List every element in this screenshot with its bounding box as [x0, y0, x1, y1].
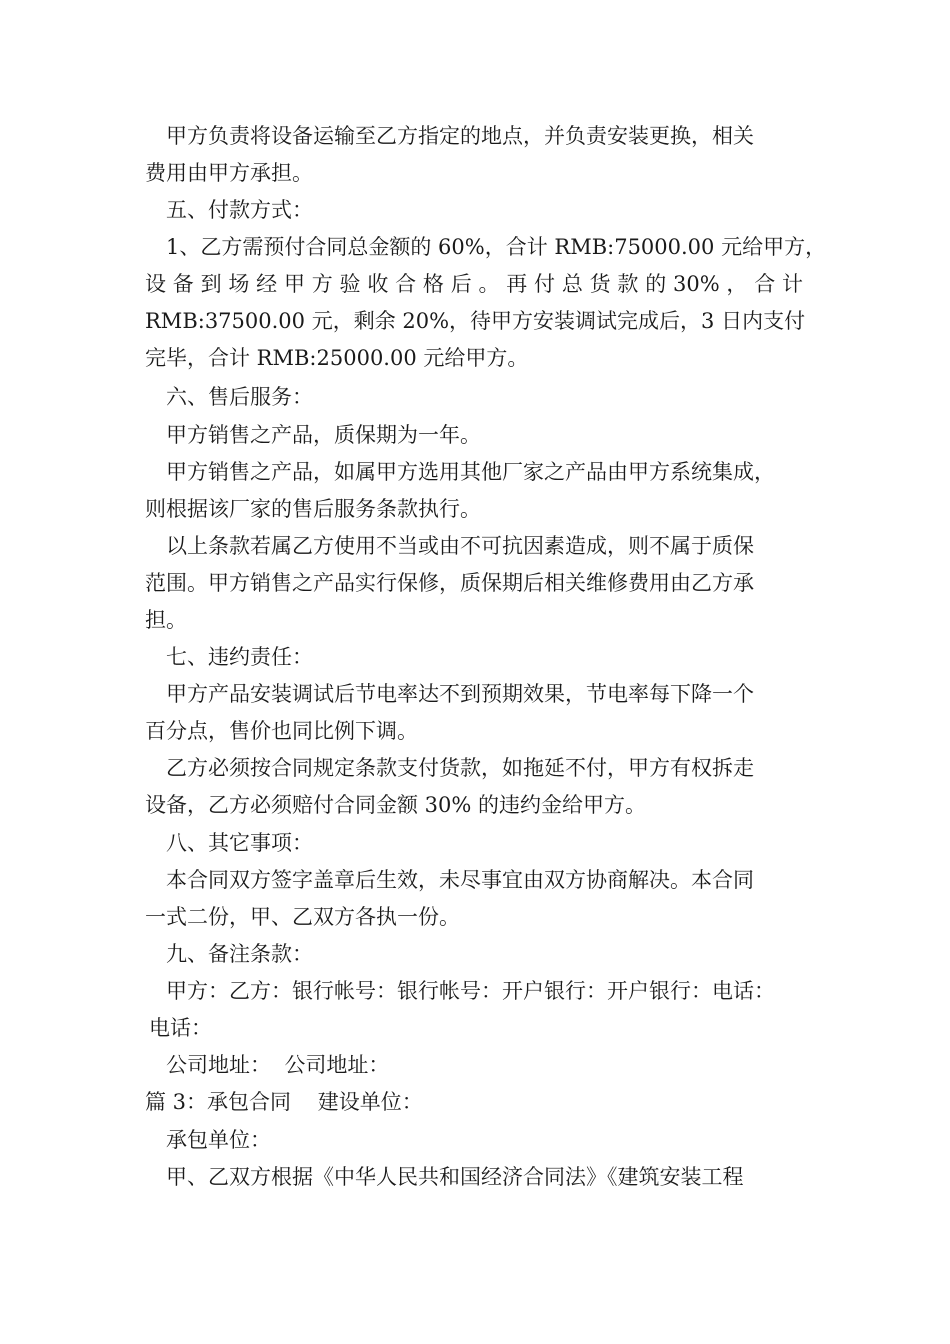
paragraph-line: 甲方：乙方：银行帐号：银行帐号：开户银行：开户银行：电话：: [166, 979, 775, 1003]
section-heading: 六、售后服务：: [166, 385, 313, 409]
paragraph-line: 甲、乙双方根据《中华人民共和国经济合同法》《建筑安装工程: [166, 1165, 744, 1189]
chapter-heading: 篇 3：承包合同 建设单位：: [145, 1090, 423, 1114]
section-heading: 五、付款方式：: [166, 198, 313, 222]
paragraph-line: 百分点，售价也同比例下调。: [145, 719, 418, 743]
paragraph-line: 担。: [145, 608, 187, 632]
paragraph-line: 设备，乙方必须赔付合同金额 30% 的违约金给甲方。: [145, 793, 647, 817]
paragraph-line: 则根据该厂家的售后服务条款执行。: [145, 497, 481, 521]
section-heading: 八、其它事项：: [166, 831, 313, 855]
paragraph-line: 承包单位：: [166, 1128, 271, 1152]
paragraph-line: 以上条款若属乙方使用不当或由不可抗因素造成，则不属于质保: [166, 534, 754, 558]
paragraph-line: RMB:37500.00 元，剩余 20%，待甲方安装调试完成后，3 日内支付: [145, 309, 806, 333]
paragraph-line: 甲方销售之产品，质保期为一年。: [166, 423, 481, 447]
paragraph-line: 甲方销售之产品，如属甲方选用其他厂家之产品由甲方系统集成，: [166, 460, 775, 484]
paragraph-line: 本合同双方签字盖章后生效，未尽事宜由双方协商解决。本合同: [166, 868, 754, 892]
paragraph-line: 一式二份，甲、乙双方各执一份。: [145, 905, 460, 929]
paragraph-line: 公司地址： 公司地址：: [166, 1053, 390, 1077]
paragraph-line: 设 备 到 场 经 甲 方 验 收 合 格 后 。 再 付 总 货 款 的 30% ， 合 计: [145, 272, 803, 296]
paragraph-line: 费用由甲方承担。: [145, 161, 313, 185]
paragraph-line: 范围。甲方销售之产品实行保修，质保期后相关维修费用由乙方承: [145, 571, 754, 595]
paragraph-line: 甲方负责将设备运输至乙方指定的地点，并负责安装更换，相关: [166, 124, 754, 148]
paragraph-line: 1、乙方需预付合同总金额的 60%，合计 RMB:75000.00 元给甲方，: [166, 235, 827, 259]
paragraph-line: 完毕，合计 RMB:25000.00 元给甲方。: [145, 346, 529, 370]
section-heading: 七、违约责任：: [166, 645, 313, 669]
paragraph-line: 乙方必须按合同规定条款支付货款，如拖延不付，甲方有权拆走: [166, 756, 754, 780]
paragraph-line: 甲方产品安装调试后节电率达不到预期效果，节电率每下降一个: [166, 682, 754, 706]
section-heading: 九、备注条款：: [166, 942, 313, 966]
paragraph-line: 电话：: [149, 1016, 212, 1040]
